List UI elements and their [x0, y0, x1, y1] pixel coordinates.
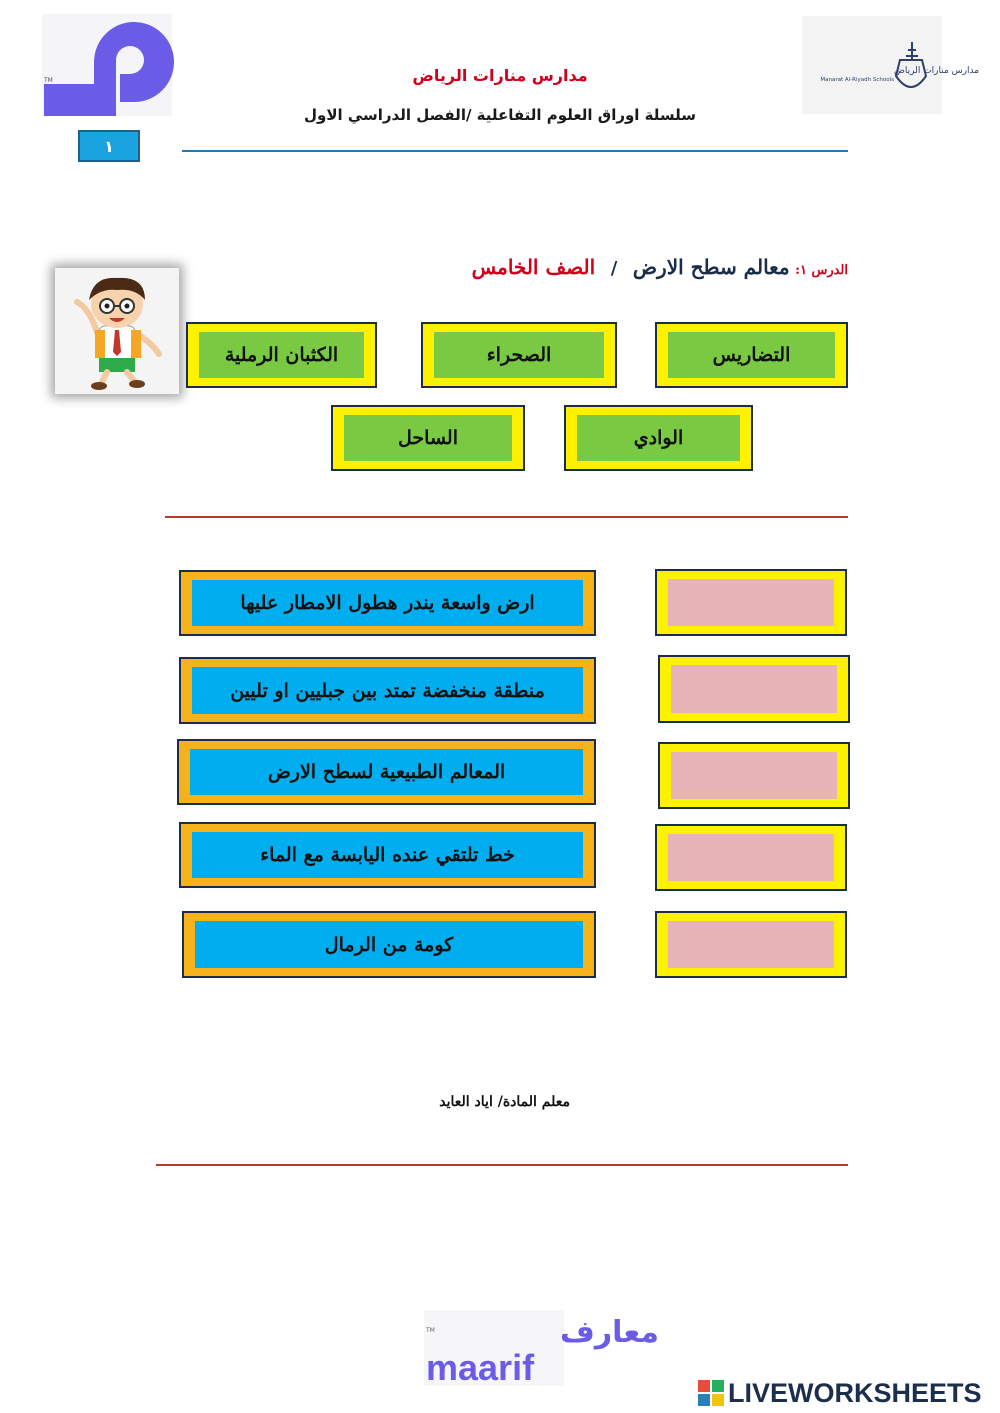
right-logo-text-en: Manarat Al-Riyadh Schools: [820, 77, 894, 83]
definition-text: المعالم الطبيعية لسطح الارض: [190, 749, 583, 795]
definition-row-4: [179, 822, 596, 888]
definition-text: منطقة منخفضة تمتد بين جبليين او تليين: [192, 667, 583, 714]
drop-zone-fill: [671, 752, 837, 799]
word-label: الصحراء: [434, 332, 604, 378]
definition-row-5: [182, 911, 596, 978]
drop-zone-fill: [668, 579, 834, 626]
definition-text: خط تلتقي عنده اليابسة مع الماء: [192, 832, 583, 878]
section-divider: [165, 516, 848, 518]
maarif-logo-mark: [424, 1310, 659, 1388]
right-logo-text-ar: مدارس منارات الرياض: [894, 66, 980, 76]
word-label: التضاريس: [668, 332, 835, 378]
maarif-arabic-text: معارف: [560, 1315, 659, 1350]
answer-drop-zone-2[interactable]: [658, 655, 850, 723]
word-card-sahra[interactable]: [421, 322, 617, 388]
maarif-latin-text: maarif: [426, 1347, 535, 1388]
left-logo-mark: [42, 14, 172, 116]
lesson-name: معالم سطح الارض: [632, 255, 790, 279]
answer-drop-zone-1[interactable]: [655, 569, 847, 636]
drop-zone-fill: [668, 834, 834, 881]
definition-text: كومة من الرمال: [195, 921, 583, 968]
lesson-label: الدرس ١:: [795, 263, 848, 278]
maarif-tm: TM: [426, 1327, 435, 1334]
answer-drop-zone-3[interactable]: [658, 742, 850, 809]
answer-drop-zone-5[interactable]: [655, 911, 847, 978]
footer-divider: [156, 1164, 848, 1166]
drop-zone-fill: [671, 665, 837, 713]
answer-drop-zone-4[interactable]: [655, 824, 847, 891]
page-number-badge: ١: [78, 130, 140, 162]
school-name: مدارس منارات الرياض: [412, 66, 588, 85]
word-label: الساحل: [344, 415, 512, 461]
word-label: الوادي: [577, 415, 740, 461]
teacher-name: معلم المادة/ اياد العايد: [439, 1094, 570, 1110]
student-illustration: [55, 268, 179, 394]
word-card-sahil[interactable]: [331, 405, 525, 471]
definition-row-2: [179, 657, 596, 724]
word-card-tadaris[interactable]: [655, 322, 848, 388]
definition-row-1: [179, 570, 596, 636]
liveworksheets-icon: [698, 1380, 724, 1406]
header-divider: [182, 150, 848, 152]
definition-text: ارض واسعة يندر هطول الامطار عليها: [192, 580, 583, 626]
drop-zone-fill: [668, 921, 834, 968]
word-label: الكثبان الرملية: [199, 332, 364, 378]
series-title: سلسلة اوراق العلوم التفاعلية /الفصل الدراسي الاول: [303, 106, 697, 124]
maarif-logo: [424, 1310, 659, 1388]
student-cartoon: [55, 268, 179, 394]
right-logo: [802, 16, 980, 114]
right-logo-mark: [802, 16, 980, 114]
lesson-separator: /: [610, 258, 618, 279]
liveworksheets-text: LIVEWORKSHEETS: [728, 1377, 982, 1408]
liveworksheets-brand: [698, 1378, 998, 1408]
definition-row-3: [177, 739, 596, 805]
lesson-grade: الصف الخامس: [471, 255, 596, 279]
word-card-kuthban[interactable]: [186, 322, 377, 388]
lesson-title: [420, 255, 848, 279]
left-logo-tm: TM: [44, 77, 53, 84]
left-logo: [42, 14, 172, 116]
word-card-wadi[interactable]: [564, 405, 753, 471]
